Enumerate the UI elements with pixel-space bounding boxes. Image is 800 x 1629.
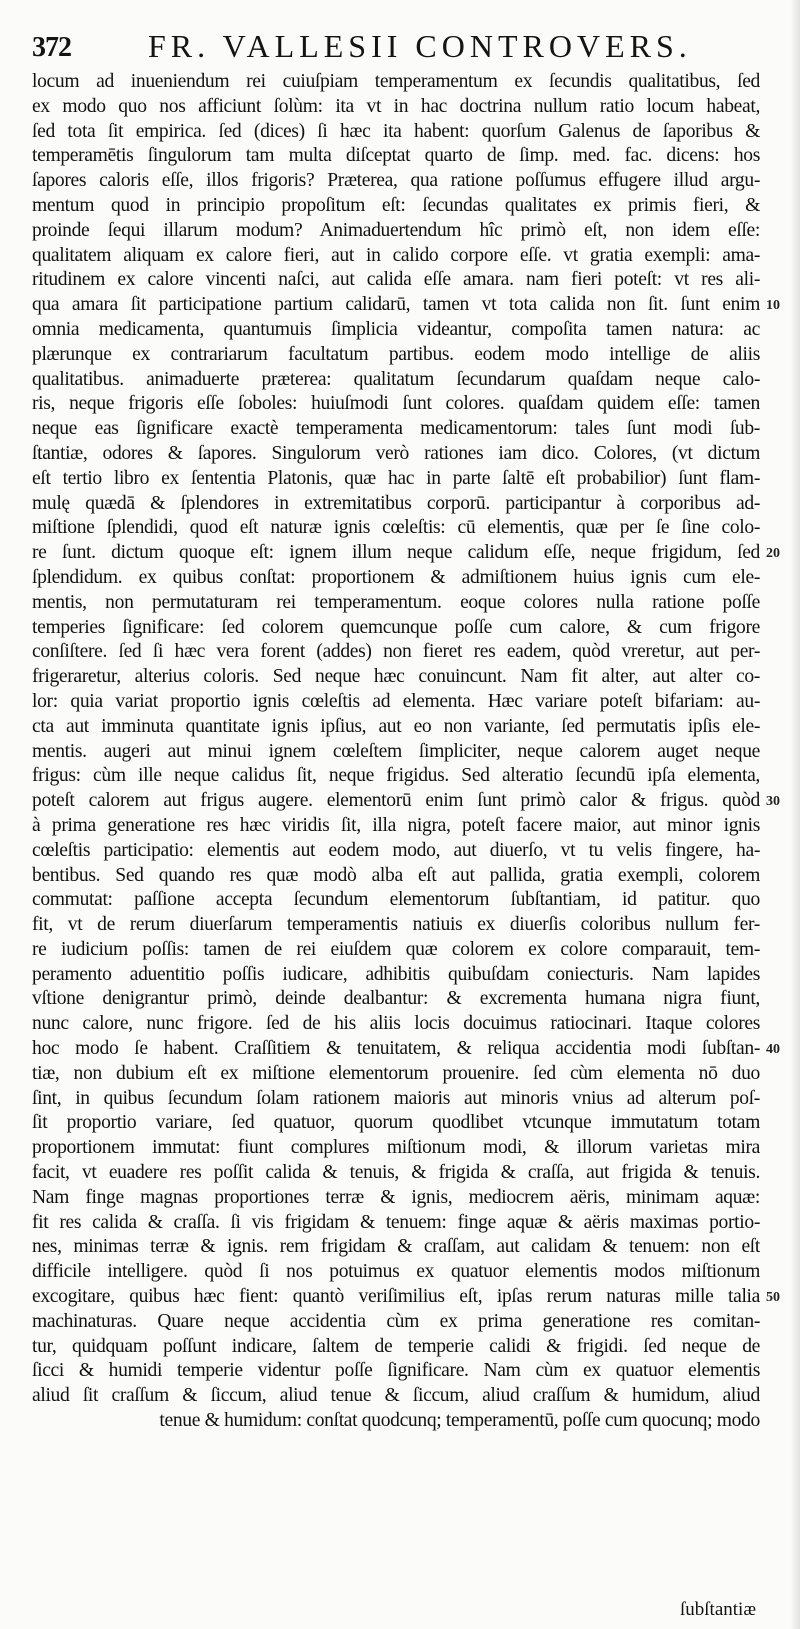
text-line: fit, vt de rerum diuerſarum temperamentis natiuis ex diuerſis coloribus nullum fer-: [32, 914, 760, 936]
text-line: à prima generatione res hæc viridis ſit, illa nigra, poteſt facere maior, aut minor ignis: [32, 814, 760, 836]
text-line: fit res calida & craſſa. ſi vis frigidam & tenuem: finge aquæ & aëris maximas portio-: [32, 1211, 760, 1233]
text-line: bentibus. Sed quando res quæ modò alba eſt aut pallida, gratia exempli, colorem: [32, 864, 760, 886]
text-line: ſtantiæ, odores & ſapores. Singulorum verò rationes iam dico. Colores, (vt dictum: [32, 442, 760, 464]
text-line: machinaturas. Quare neque accidentia cùm ex prima generatione res comitan-: [32, 1310, 760, 1332]
text-line: ſplendidum. ex quibus conſtat: proportionem & admiſtionem huius ignis cum ele-: [32, 566, 760, 588]
text-line: frigus: cùm ille neque calidus ſit, neque frigidus. Sed alteratio ſecundū ipſa elementa,: [32, 765, 760, 787]
text-line: lor: quia variat proportio ignis cœleſtis ad elementa. Hæc variare poteſt bifariam: au-: [32, 690, 760, 712]
margin-line-number: 40: [766, 1042, 780, 1058]
text-line: qua amara ſit participatione partium calidarū, tamen vt tota calida non ſit. ſunt enim: [32, 294, 760, 316]
text-line: nunc calore, nunc frigore. ſed de his aliis locis docuimus ratiocinari. Itaque colores: [32, 1013, 760, 1035]
text-line: mentum quod in principio propoſitum eſt: ſecundas qualitates ex primis fieri, &: [32, 194, 760, 216]
text-line: temperamētis ſingulorum tam multa diſceptat quarto de ſimp. med. fac. dicens: hos: [32, 145, 760, 167]
text-line: frigeraretur, alterius coloris. Sed neque hæc conuincunt. Nam fit alter, aut alter co-: [32, 666, 760, 688]
text-line: neque eas ſignificare exactè temperamenta medicamentorum: tales ſunt modi ſub-: [32, 418, 760, 440]
text-line: hoc modo ſe habent. Craſſitiem & tenuitatem, & reliqua accidentia modi ſubſtan-: [32, 1038, 760, 1060]
running-title: FR. VALLESII CONTROVERS.: [148, 28, 692, 64]
text-line: omnia medicamenta, quantumuis ſimplicia videantur, compoſita tamen natura: ac: [32, 318, 760, 340]
text-line: tenue & humidum: conſtat quodcunq; temperamentū, poſſe cum quocunq; modo: [159, 1410, 760, 1432]
text-line: cta aut imminuta quantitate ignis ipſius, aut eo non variante, ſed permutatis ipſis ele-: [32, 715, 760, 737]
text-line: peramento aduentitio poſſis iudicare, adhibitis quibuſdam coniecturis. Nam lapides: [32, 963, 760, 985]
text-line: ritudinem ex calore vincenti naſci, aut calida eſſe amara. nam fieri poteſt: vt res ali-: [32, 269, 760, 291]
text-line: ris, neque frigoris eſſe ſoboles: huiuſmodi ſunt colores. quaſdam quidem eſſe: tamen: [32, 393, 760, 415]
text-line: tur, quidquam poſſunt indicare, ſaltem de temperie calidi & frigidi. ſed neque de: [32, 1335, 760, 1357]
text-line: cœleſtis participatio: elementis aut eodem modo, aut diuerſo, vt tu velis fingere, ha-: [32, 839, 760, 861]
text-line: commutat: paſſione accepta ſecundum elementorum ſubſtantiam, id patitur. quo: [32, 889, 760, 911]
text-line: mentis, non permutaturam rei temperamentum. eoque colores nulla ratione poſſe: [32, 591, 760, 613]
text-line: ſed tota ſit empirica. ſed (dices) ſi hæc ita habent: quorſum Galenus de ſaporibus &: [32, 120, 760, 142]
text-line: temperies ſignificare: ſed colorem quemcunque poſſe cum calore, & cum frigore: [32, 616, 760, 638]
text-line: qualitatibus. animaduerte præterea: qualitatum ſecundarum quaſdam neque calo-: [32, 368, 760, 390]
text-line: conſiſtere. ſed ſi hæc vera forent (addes) non fieret res eadem, quòd vreretur, aut per-: [32, 641, 760, 663]
text-line: aliud ſit craſſum & ſiccum, aliud tenue & ſiccum, aliud craſſum & humidum, aliud: [32, 1385, 760, 1407]
text-line: qualitatem aliquam ex calore fieri, aut in calido corpore eſſe. vt gratia exempli: ama-: [32, 244, 760, 266]
margin-line-number: 10: [766, 298, 780, 314]
page-header: [30, 24, 770, 64]
text-line: nes, minimas terræ & ignis. rem frigidam & craſſam, aut calidam & tenuem: non eſt: [32, 1236, 760, 1258]
text-line: difficile intelligere. quòd ſi nos potuimus ex quatuor elementis modos miſtionum: [32, 1261, 760, 1283]
text-line: miſtione ſplendidi, quod eſt naturæ ignis cœleſtis: cū elementis, quæ per ſe ſine colo-: [32, 517, 760, 539]
text-line: eſt tertio libro ex ſententia Platonis, quæ hac in parte ſaltē eſt probabilior) ſunt flam-: [32, 467, 760, 489]
catchword: ſubſtantiæ: [680, 1599, 756, 1620]
text-line: re iudicium poſſis: tamen de rei eiuſdem quæ colorem ex colore comparauit, tem-: [32, 938, 760, 960]
text-line: proinde ſequi illarum modum? Animaduertendum hîc primò eſt, non idem eſſe:: [32, 219, 760, 241]
page-number: 372: [32, 32, 71, 63]
text-line: plærunque ex contrariarum facultatum partibus. eodem modo intellige de aliis: [32, 343, 760, 365]
text-line: ſapores caloris eſſe, illos frigoris? Præterea, qua ratione poſſumus effugere illud argu-: [32, 170, 760, 192]
text-line: proportionem immutat: fiunt complures miſtionum modi, & illorum varietas mira: [32, 1137, 760, 1159]
text-line: Nam finge magnas proportiones terræ & ignis, mediocrem aëris, minimam aquæ:: [32, 1186, 760, 1208]
text-line: re ſunt. dictum quoque eſt: ignem illum neque calidum eſſe, neque frigidum, ſed: [32, 542, 760, 564]
text-line: ex modo quo nos afficiunt ſolùm: ita vt in hac doctrina nullum ratio locum habeat,: [32, 95, 760, 117]
margin-line-number: 20: [766, 546, 780, 562]
text-line: excogitare, quibus hæc fient: quantò veriſimilius eſt, ipſas rerum naturas mille talia: [32, 1286, 760, 1308]
text-line: facit, vt euadere res poſſit calida & tenuis, & frigida & craſſa, aut frigida & tenuis.: [32, 1162, 760, 1184]
text-line: ſint, in quibus ſecundum ſolam rationem maioris aut minoris vnius ad alterum poſ-: [32, 1087, 760, 1109]
page-edge-shadow: [790, 0, 800, 1629]
margin-line-number: 30: [766, 794, 780, 810]
text-line: tiæ, non dubium eſt ex miſtione elementorum prouenire. ſed cùm elementa nō duo: [32, 1062, 760, 1084]
text-line: vſtione denigrantur primò, deinde dealbantur: & excrementa humana nigra fiunt,: [32, 988, 760, 1010]
text-line: ſicci & humidi temperie videntur poſſe ſignificare. Nam cùm ex quatuor elementis: [32, 1360, 760, 1382]
text-line: locum ad inueniendum rei cuiuſpiam temperamentum ex ſecundis qualitatibus, ſed: [32, 71, 760, 92]
text-line: mulę quædā & ſplendores in extremitatibus corporū. participantur à corporibus ad-: [32, 492, 760, 514]
body-text: [32, 70, 760, 1434]
margin-line-number: 50: [766, 1290, 780, 1306]
text-line: ſit proportio variare, ſed quatuor, quorum quodlibet vtcunque immutatum totam: [32, 1112, 760, 1134]
text-line: poteſt calorem aut frigus augere. elementorū enim ſunt primò calor & frigus. quòd: [32, 790, 760, 812]
text-line: mentis. augeri aut minui ignem cœleſtem ſimpliciter, neque calorem auget neque: [32, 740, 760, 762]
